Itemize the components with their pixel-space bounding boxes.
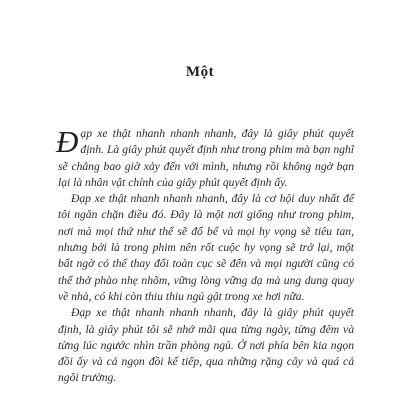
paragraph-1-text: ạp xe thật nhanh nhanh nhanh, đây là giây phút quyết định. Là giây phút quyết định như trong phim mà bạn nghĩ sẽ chẳng bao giờ xảy đến với mình, nhưng rồi không ngờ bạn lại là nhân vật chính của giây phút quyết định ấy.: [58, 127, 354, 189]
chapter-title: Một: [185, 64, 215, 80]
chapter-body: [58, 126, 354, 387]
drop-cap: Đ: [56, 124, 79, 159]
paragraph-2: Đạp xe thật nhanh nhanh nhanh, đây là cơ hội duy nhất để tôi ngăn chặn điều đó. Đây là một nơi giống như trong phim, nơi mà mọi thứ như thể sẽ đổ bể và mọi hy vọng sẽ tiêu tan, nhưng bởi là trong phim nên rốt cuộc hy vọng sẽ trở lại, một bất ngờ có thể thay đổi toàn cục sẽ đến và mọi người cũng có thể thở phào nhẹ nhõm, vững lòng vững dạ mà ung dung quay về nhà, có khi còn thiu thiu ngủ gật trong xe hơi nữa.: [58, 192, 354, 303]
paragraph-1: [58, 126, 354, 191]
paragraph-3: Đạp xe thật nhanh nhanh nhanh, đây là giây phút quyết định, là giây phút tôi sẽ nhớ mãi qua từng ngày, từng đêm và từng lúc ngước nhìn trần phòng ngủ. Ở nơi phía bên kia ngọn đồi ấy và cả ngọn đồi kế tiếp, qua những rặng cây và quá cả ngôi trường.: [58, 306, 354, 385]
